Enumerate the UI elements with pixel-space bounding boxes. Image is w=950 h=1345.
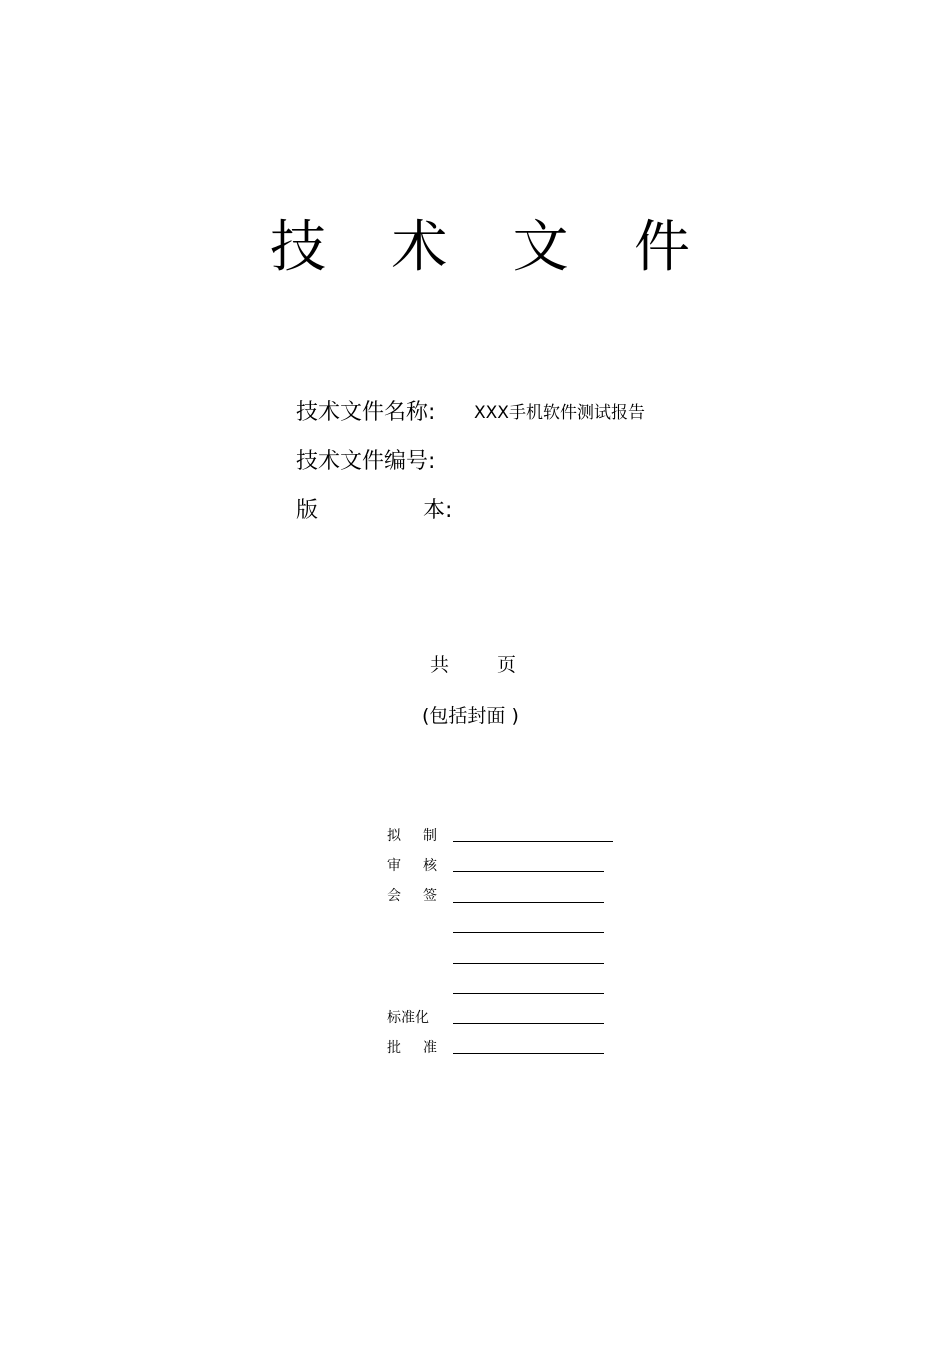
doc-number-label: 技术文件编号: — [296, 449, 436, 474]
sig-line-countersign-3[interactable] — [453, 963, 604, 964]
sig-label-countersign-char2: 签 — [423, 888, 437, 904]
doc-number-row — [296, 447, 435, 477]
document-title — [270, 210, 690, 290]
sig-line-reviewer[interactable] — [453, 871, 604, 872]
sig-line-standardization[interactable] — [453, 1023, 604, 1024]
title-char-2: 术 — [391, 215, 448, 280]
doc-name-row — [296, 398, 435, 428]
title-char-3: 文 — [512, 215, 569, 280]
sig-label-drafter-char2: 制 — [423, 828, 437, 844]
title-char-1: 技 — [270, 215, 326, 280]
doc-name-label: 技术文件名称: — [296, 400, 436, 425]
version-label-part1: 版 — [296, 498, 319, 523]
sig-label-approver-char2: 准 — [423, 1040, 437, 1056]
version-label-part2: 本: — [423, 498, 453, 523]
pages-note: (包括封面 ) — [422, 705, 519, 727]
sig-line-drafter[interactable] — [453, 841, 613, 842]
title-char-4: 件 — [633, 215, 690, 280]
sig-label-reviewer-char2: 核 — [423, 858, 437, 874]
sig-line-countersign-1[interactable] — [453, 902, 604, 903]
pages-unit-label: 页 — [497, 654, 517, 676]
sig-line-countersign-2[interactable] — [453, 932, 604, 933]
sig-label-drafter-char1: 拟 — [387, 828, 401, 844]
sig-label-countersign — [387, 886, 437, 906]
sig-label-reviewer — [387, 856, 437, 876]
sig-line-countersign-4[interactable] — [453, 993, 604, 994]
sig-label-standardization — [387, 1008, 429, 1028]
sig-label-approver — [387, 1038, 437, 1058]
sig-label-countersign-char1: 会 — [387, 888, 401, 904]
sig-label-drafter — [387, 826, 437, 846]
total-pages-label: 共 — [430, 654, 450, 676]
sig-line-approver[interactable] — [453, 1053, 604, 1054]
sig-label-reviewer-char1: 审 — [387, 858, 401, 874]
sig-label-standardization-text: 标准化 — [387, 1010, 429, 1026]
sig-label-approver-char1: 批 — [387, 1040, 401, 1056]
doc-name-value: XXX手机软件测试报告 — [474, 403, 645, 423]
